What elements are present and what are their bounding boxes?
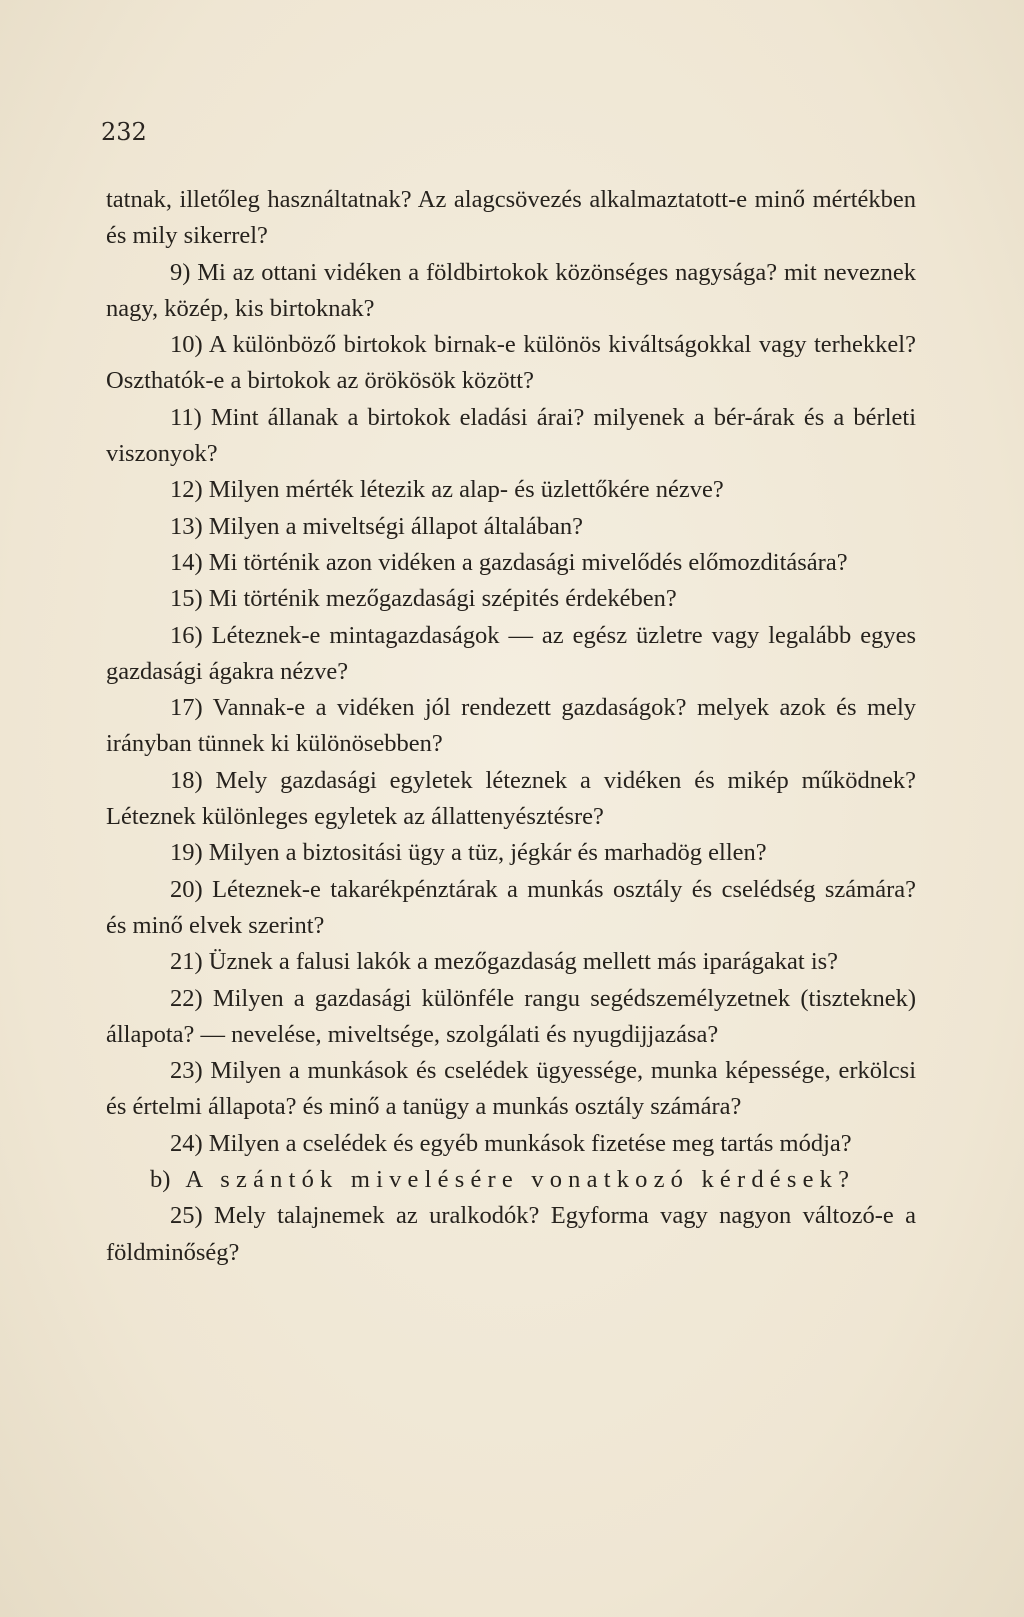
body-text (106, 182, 916, 1271)
question-20: 20) Léteznek-e takarékpénztárak a munkás osztály és cselédség számára? és minő elvek szerint? (106, 875, 916, 939)
question-9: 9) Mi az ottani vidéken a földbirtokok közönséges nagysága? mit neveznek nagy, közép, kis birtoknak? (106, 258, 916, 322)
question-19: 19) Milyen a biztositási ügy a tüz, jégkár és marhadög ellen? (170, 839, 767, 867)
question-12: 12) Milyen mérték létezik az alap- és üzlettőkére nézve? (170, 476, 724, 504)
question-16: 16) Léteznek-e mintagazdaságok — az egész üzletre vagy legalább egyes gazdasági ágakra nézve? (106, 621, 916, 685)
question-14: 14) Mi történik azon vidéken a gazdasági mivelődés előmozditására? (170, 548, 848, 576)
section-heading (106, 1162, 916, 1198)
question-15: 15) Mi történik mezőgazdasági szépités érdekében? (170, 585, 677, 613)
question-24: 24) Milyen a cselédek és egyéb munkások fizetése meg tartás módja? (170, 1129, 852, 1157)
question-21: 21) Üznek a falusi lakók a mezőgazdaság mellett más iparágakat is? (170, 948, 839, 976)
question-25: 25) Mely talajnemek az uralkodók? Egyforma vagy nagyon változó-e a földminőség? (106, 1202, 916, 1266)
question-18: 18) Mely gazdasági egyletek léteznek a vidéken és mikép működnek? Léteznek különleges egyletek az állattenyésztésre? (106, 766, 916, 831)
question-11: 11) Mint állanak a birtokok eladási árai? milyenek a bér-árak és a bérleti viszonyok? (106, 403, 916, 468)
question-22: 22) Milyen a gazdasági különféle rangu segédszemélyzetnek (tiszteknek) állapota? — nevelése, miveltsége, szolgálati és nyugdijjazása? (106, 984, 916, 1048)
page-number: 232 (101, 118, 147, 146)
question-13: 13) Milyen a miveltségi állapot általában? (170, 512, 583, 540)
section-label: b) (150, 1166, 171, 1194)
section-title: A szántók mivelésére vonatkozó kérdések? (185, 1166, 856, 1194)
question-17: 17) Vannak-e a vidéken jól rendezett gazdaságok? melyek azok és mely irányban tünnek ki különösebben? (106, 694, 916, 758)
question-23: 23) Milyen a munkások és cselédek ügyessége, munka képessége, erkölcsi és értelmi állapota? és minő a tanügy a munkás osztály számára? (106, 1057, 916, 1121)
question-10: 10) A különböző birtokok birnak-e különös kiváltságokkal vagy terhekkel? Oszthatók-e a birtokok az örökösök között? (106, 331, 916, 395)
paragraph-continuation: tatnak, illetőleg használtatnak? Az alagcsövezés alkalmaztatott-e minő mértékben és mily sikerrel? (106, 186, 916, 250)
